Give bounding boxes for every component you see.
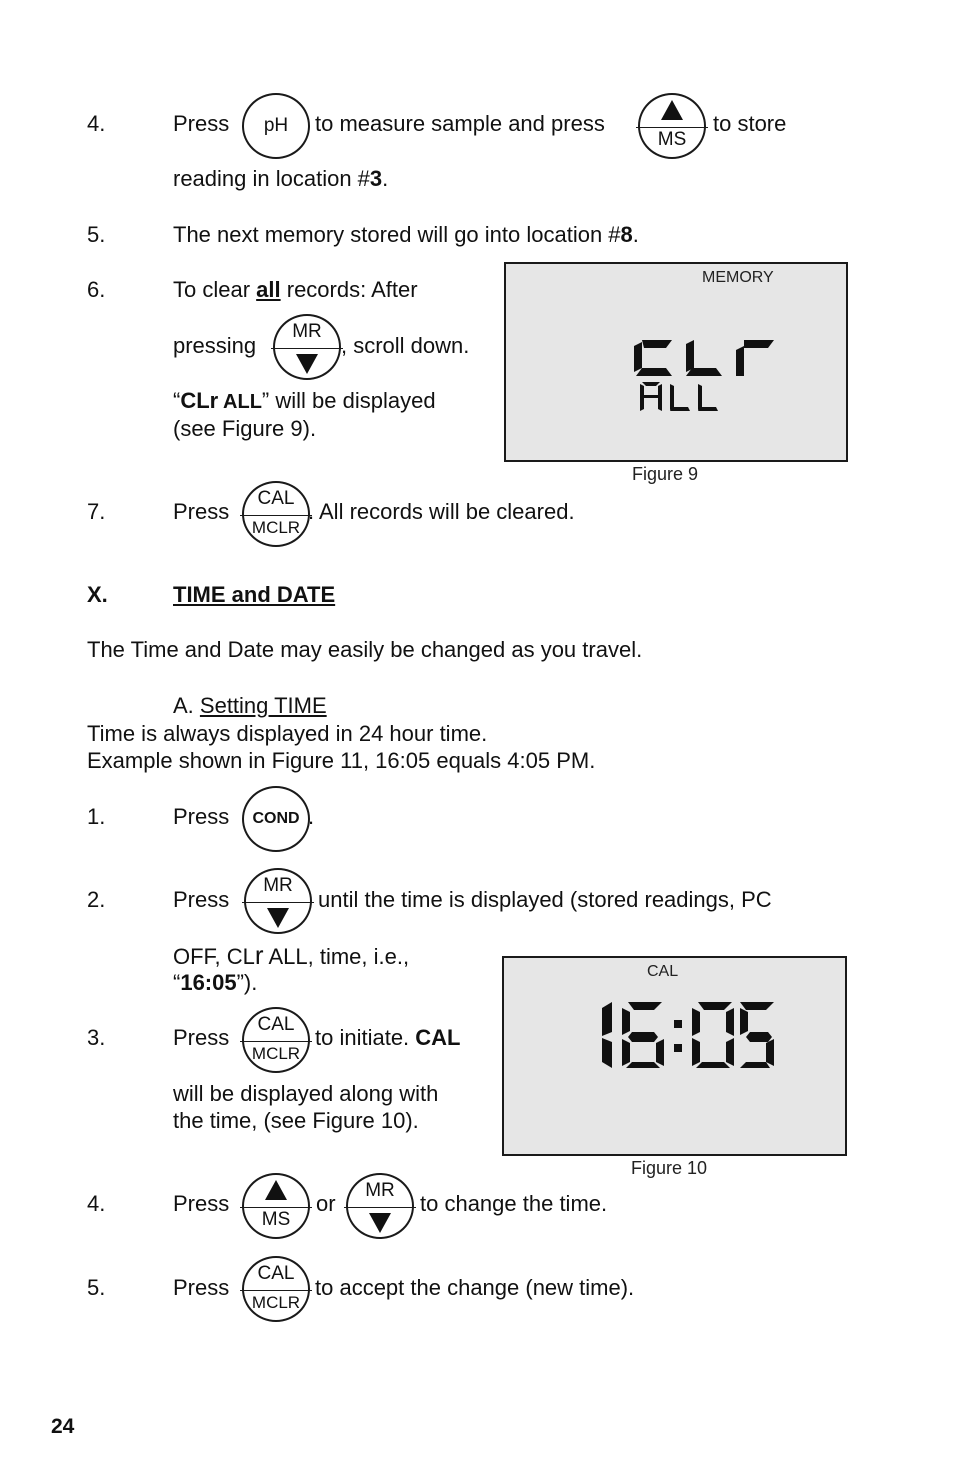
- step-number: 5.: [87, 222, 106, 247]
- step-text: Press: [173, 499, 230, 524]
- down-arrow-icon: [348, 1213, 412, 1233]
- step-number: 5.: [87, 1275, 106, 1300]
- mclr-label: MCLR: [251, 1044, 301, 1063]
- step-text: To clear all records: After: [173, 277, 418, 302]
- memory-indicator: MEMORY: [702, 269, 774, 286]
- step-text: to change the time.: [420, 1191, 608, 1216]
- page-number: 24: [51, 1415, 75, 1438]
- step-number: 4.: [87, 1191, 106, 1216]
- cal-mclr-button[interactable]: [242, 1007, 310, 1073]
- down-arrow-icon: [275, 354, 339, 374]
- step-text: “16:05”).: [173, 970, 258, 995]
- step-text-line2: reading in location #3.: [173, 166, 389, 191]
- cal-label: CAL: [257, 1263, 295, 1284]
- step-text: . All records will be cleared.: [308, 499, 575, 524]
- ph-button-label: pH: [263, 115, 289, 136]
- step-number: 3.: [87, 1025, 106, 1050]
- step-text: to initiate. CAL: [315, 1025, 461, 1050]
- step-text: will be displayed along with: [173, 1081, 439, 1106]
- mclr-label: MCLR: [251, 1293, 301, 1312]
- step-text: Press: [173, 1191, 230, 1216]
- step-text: the time, (see Figure 10).: [173, 1108, 419, 1133]
- cal-mclr-button[interactable]: [242, 481, 310, 547]
- mr-button-label: MR: [263, 875, 293, 896]
- step-text: “CLr ALL” will be displayed: [173, 388, 436, 413]
- ms-up-button[interactable]: [242, 1173, 310, 1239]
- step-number: 2.: [87, 887, 106, 912]
- note-text: Example shown in Figure 11, 16:05 equals 4:05 PM.: [87, 748, 596, 773]
- step-number: 7.: [87, 499, 106, 524]
- step-number: 6.: [87, 277, 106, 302]
- ph-button[interactable]: [242, 93, 310, 159]
- cal-label: CAL: [257, 488, 295, 509]
- step-text: to measure sample and press: [315, 111, 605, 136]
- step-text: (see Figure 9).: [173, 416, 317, 441]
- step-text: OFF, CLr ALL, time, i.e.,: [173, 940, 410, 970]
- section-title: TIME and DATE: [173, 582, 336, 607]
- figure-caption: Figure 10: [631, 1158, 708, 1178]
- up-arrow-icon: [640, 100, 704, 120]
- cond-button-label: COND: [252, 810, 300, 827]
- note-text: Time is always displayed in 24 hour time.: [87, 721, 488, 746]
- mr-down-button[interactable]: [244, 868, 312, 934]
- mr-button-label: MR: [292, 321, 322, 342]
- step-text: to store: [713, 111, 787, 136]
- step-text: until the time is displayed (stored readings, PC: [318, 887, 772, 912]
- step-text: to accept the change (new time).: [315, 1275, 635, 1300]
- cal-mclr-button[interactable]: [242, 1256, 310, 1322]
- step-text: or: [316, 1191, 336, 1216]
- mr-down-button[interactable]: [346, 1173, 414, 1239]
- step-text: Press: [173, 111, 230, 136]
- cal-label: CAL: [257, 1014, 295, 1035]
- step-text: The next memory stored will go into location #8.: [173, 222, 639, 247]
- lcd-segment-text: [506, 264, 846, 460]
- step-text: .: [308, 804, 315, 829]
- step-text: Press: [173, 887, 230, 912]
- down-arrow-icon: [246, 908, 310, 928]
- step-text: , scroll down.: [341, 333, 470, 358]
- ms-up-button[interactable]: [638, 93, 706, 159]
- cal-indicator: CAL: [647, 963, 679, 980]
- subsection-heading: A. Setting TIME: [173, 693, 327, 718]
- lcd-time-digits: [504, 958, 845, 1154]
- step-number: 4.: [87, 111, 106, 136]
- step-number: 1.: [87, 804, 106, 829]
- step-text: Press: [173, 1275, 230, 1300]
- ms-button-label: MS: [657, 129, 687, 150]
- section-number: X.: [87, 582, 108, 607]
- mclr-label: MCLR: [251, 518, 301, 537]
- figure-caption: Figure 9: [632, 464, 699, 484]
- step-text: Press: [173, 1025, 230, 1050]
- ms-button-label: MS: [261, 1209, 291, 1230]
- cond-button[interactable]: [242, 786, 310, 852]
- mr-button-label: MR: [365, 1180, 395, 1201]
- step-text: pressing: [173, 333, 257, 358]
- lcd-display-figure9: [504, 262, 848, 462]
- mr-down-button[interactable]: [273, 314, 341, 380]
- lcd-display-figure10: [502, 956, 847, 1156]
- step-text: Press: [173, 804, 230, 829]
- section-intro: The Time and Date may easily be changed as you travel.: [87, 637, 643, 662]
- up-arrow-icon: [244, 1180, 308, 1200]
